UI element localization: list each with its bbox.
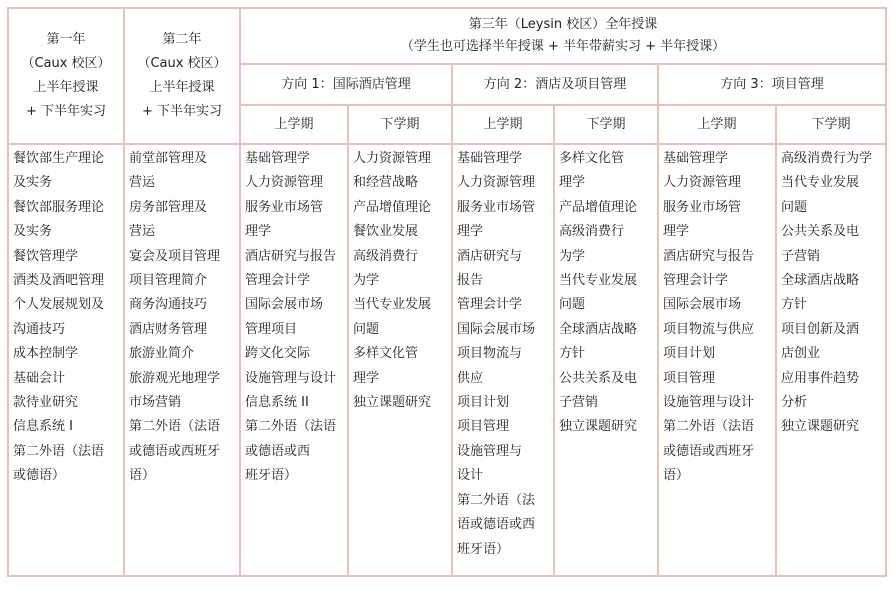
course-line: 餐饮部服务理论: [13, 199, 105, 215]
course-line: 基础管理学: [457, 151, 523, 166]
year2-first-half: 上半年授课: [149, 80, 215, 95]
course-line: 宴会及项目管理: [129, 248, 221, 264]
semester-second-d3: 下学期: [775, 104, 887, 143]
course-line: 问题: [781, 199, 808, 215]
course-row: [7, 143, 887, 577]
course-line: 服务业市场管: [245, 199, 324, 215]
course-line: 及实务: [13, 175, 53, 191]
course-line: 当代专业发展: [559, 273, 638, 289]
course-line: 多样文化管: [559, 151, 625, 166]
course-line: 旅游业简介: [129, 346, 195, 362]
course-line: 项目物流与供应: [663, 321, 755, 337]
course-line: 项目计划: [663, 346, 716, 362]
course-line: 方针: [559, 346, 586, 362]
course-list-d2-first: [451, 143, 553, 577]
course-line: 当代专业发展: [781, 175, 860, 191]
year3-title: 第三年（Leysin 校区）全年授课: [468, 17, 658, 32]
year2-header: [123, 7, 239, 143]
course-line: 高级消费行: [353, 248, 419, 264]
course-line: 子营销: [781, 248, 821, 264]
course-line: 语）: [663, 468, 690, 484]
course-line: 前堂部管理及: [129, 151, 208, 166]
course-line: 项目管理: [663, 370, 716, 386]
course-line: 基础会计: [13, 370, 66, 386]
course-line: 理学: [245, 224, 272, 240]
course-line: 班牙语）: [457, 541, 510, 557]
course-line: 应用事件趋势: [781, 370, 860, 386]
course-list-d1-second: [347, 143, 451, 577]
course-line: 或德语或西班牙: [129, 443, 221, 459]
course-line: 语）: [129, 468, 156, 484]
direction-2-header: 方向 2：酒店及项目管理: [451, 63, 657, 104]
course-line: 第二外语（法语: [663, 419, 755, 435]
course-line: 店创业: [781, 346, 821, 362]
course-list-d3-second: [775, 143, 887, 577]
course-line: 市场营销: [129, 395, 182, 411]
course-line: 酒店研究与报告: [663, 248, 755, 264]
course-line: 或德语或西班牙: [663, 443, 755, 459]
course-line: 项目管理简介: [129, 273, 208, 289]
year3-note: （学生也可选择半年授课 + 半年带薪实习 + 半年授课）: [400, 39, 726, 54]
year1-first-half: 上半年授课: [33, 80, 99, 95]
course-line: 高级消费行: [559, 224, 625, 240]
course-line: 酒店财务管理: [129, 321, 208, 337]
course-line: 项目创新及酒: [781, 321, 860, 337]
course-line: 服务业市场管: [457, 199, 536, 215]
course-line: 第二外语（法语: [245, 419, 337, 435]
course-line: 独立课题研究: [781, 419, 860, 435]
semester-first-d2: 上学期: [451, 104, 553, 143]
semester-second-d1: 下学期: [347, 104, 451, 143]
course-line: 理学: [663, 224, 690, 240]
course-line: 方针: [781, 297, 808, 313]
course-line: 全球酒店战略: [559, 321, 638, 337]
course-list-d1-first: [239, 143, 347, 577]
course-line: 餐饮部生产理论: [13, 151, 105, 166]
course-line: 多样文化管: [353, 346, 419, 362]
course-line: 子营销: [559, 395, 599, 411]
course-line: 基础管理学: [245, 151, 311, 166]
course-line: 为学: [559, 248, 586, 264]
course-line: 商务沟通技巧: [129, 297, 208, 313]
course-line: 餐饮业发展: [353, 224, 419, 240]
course-line: 全球酒店战略: [781, 273, 860, 289]
course-line: 管理会计学: [245, 273, 311, 289]
course-line: 餐饮管理学: [13, 248, 79, 264]
course-line: 问题: [559, 297, 586, 313]
year2-campus: （Caux 校区）: [137, 56, 227, 71]
course-line: 第二外语（法语: [13, 443, 105, 459]
course-list-d2-second: [553, 143, 657, 577]
course-line: 服务业市场管: [663, 199, 742, 215]
course-line: 或德语或西: [245, 443, 311, 459]
course-line: 酒类及酒吧管理: [13, 273, 105, 289]
year1-second-half: + 下半年实习: [25, 104, 107, 119]
course-line: 为学: [353, 273, 380, 289]
course-line: 项目物流与: [457, 346, 523, 362]
course-line: 个人发展规划及: [13, 297, 105, 313]
course-line: 房务部管理及: [129, 199, 208, 215]
year1-header: [7, 7, 123, 143]
course-line: 独立课题研究: [559, 419, 638, 435]
course-line: 旅游观光地理学: [129, 370, 221, 386]
course-line: 产品增值理论: [353, 199, 432, 215]
course-line: 报告: [457, 273, 484, 289]
course-line: 基础管理学: [663, 151, 729, 166]
semester-second-d2: 下学期: [553, 104, 657, 143]
course-line: 理学: [559, 175, 586, 191]
course-line: 人力资源管理: [245, 175, 324, 191]
course-line: 跨文化交际: [245, 346, 311, 362]
year3-header: [239, 7, 887, 63]
course-line: 设计: [457, 468, 484, 484]
course-line: 营运: [129, 175, 156, 191]
year1-campus: （Caux 校区）: [21, 56, 111, 71]
course-line: 理学: [353, 370, 380, 386]
direction-3-header: 方向 3：项目管理: [657, 63, 887, 104]
course-line: 公共关系及电: [781, 224, 860, 240]
course-line: 当代专业发展: [353, 297, 432, 313]
course-line: 人力资源管理: [663, 175, 742, 191]
course-line: 独立课题研究: [353, 395, 432, 411]
course-line: 酒店研究与报告: [245, 248, 337, 264]
course-line: 管理项目: [245, 321, 298, 337]
course-line: 沟通技巧: [13, 321, 66, 337]
course-line: 问题: [353, 321, 380, 337]
course-line: 设施管理与设计: [663, 395, 755, 411]
course-line: 项目管理: [457, 419, 510, 435]
course-line: 信息系统 II: [245, 395, 309, 411]
course-list-year2: [123, 143, 239, 577]
course-line: 款待业研究: [13, 395, 79, 411]
course-line: 理学: [457, 224, 484, 240]
course-line: 第二外语（法: [457, 492, 536, 508]
course-line: 人力资源管理: [353, 151, 432, 166]
course-line: 国际会展市场: [663, 297, 742, 313]
course-line: 语或德语或西: [457, 517, 536, 533]
course-line: 及实务: [13, 224, 53, 240]
year2-second-half: + 下半年实习: [141, 104, 223, 119]
course-line: 供应: [457, 370, 484, 386]
course-line: 和经营战略: [353, 175, 419, 191]
course-list-d3-first: [657, 143, 775, 577]
course-line: 项目计划: [457, 395, 510, 411]
course-line: 管理会计学: [457, 297, 523, 313]
course-line: 管理会计学: [663, 273, 729, 289]
semester-first-d1: 上学期: [239, 104, 347, 143]
course-line: 成本控制学: [13, 346, 79, 362]
course-line: 公共关系及电: [559, 370, 638, 386]
course-line: 国际会展市场: [457, 321, 536, 337]
course-line: 高级消费行为学: [781, 151, 873, 166]
course-line: 第二外语（法语: [129, 419, 221, 435]
course-line: 分析: [781, 395, 808, 411]
course-line: 产品增值理论: [559, 199, 638, 215]
course-line: 设施管理与: [457, 443, 523, 459]
course-line: 人力资源管理: [457, 175, 536, 191]
course-line: 班牙语）: [245, 468, 298, 484]
course-line: 营运: [129, 224, 156, 240]
direction-1-header: 方向 1：国际酒店管理: [239, 63, 451, 104]
course-line: 国际会展市场: [245, 297, 324, 313]
course-line: 或德语）: [13, 468, 66, 484]
course-line: 信息系统 I: [13, 419, 73, 435]
semester-first-d3: 上学期: [657, 104, 775, 143]
course-line: 酒店研究与: [457, 248, 523, 264]
course-list-year1: [7, 143, 123, 577]
year2-title: 第二年: [162, 32, 202, 47]
curriculum-table: [7, 7, 887, 577]
course-line: 设施管理与设计: [245, 370, 337, 386]
year1-title: 第一年: [46, 32, 86, 47]
